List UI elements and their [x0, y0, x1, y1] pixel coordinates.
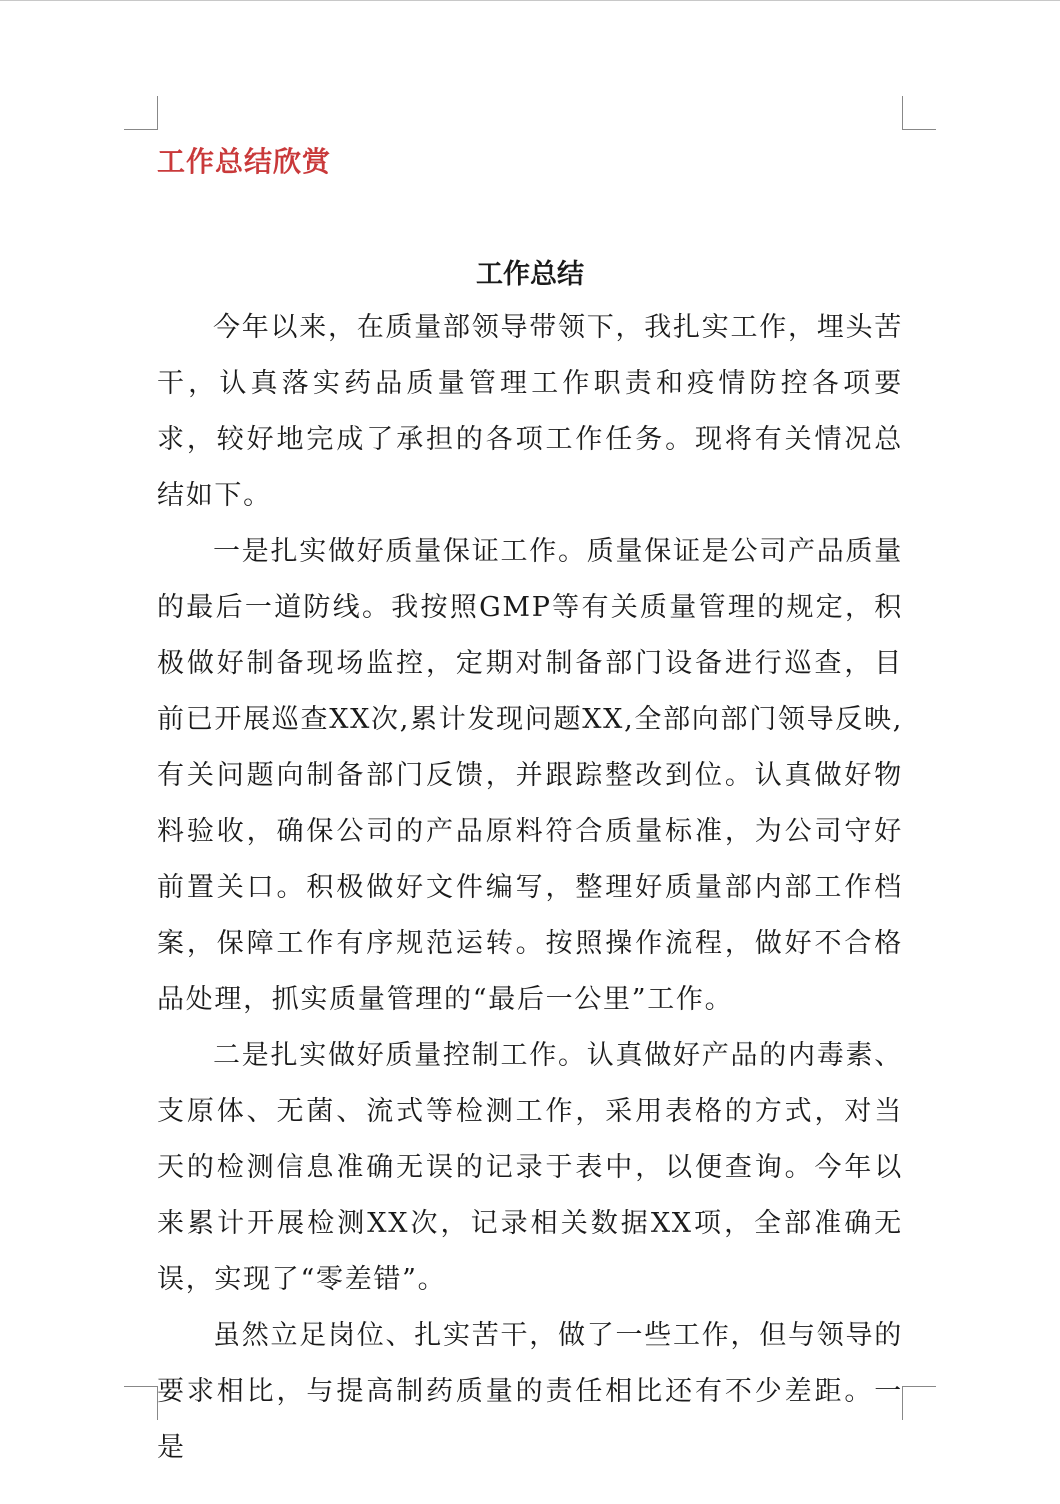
paragraph-quality-assurance: 一是扎实做好质量保证工作。质量保证是公司产品质量的最后一道防线。我按照GMP等有关质量管理的规定，积极做好制备现场监控，定期对制备部门设备进行巡查，目前已开展巡查XX次,累计发现问题XX,全部向部门领导反映,有关问题向制备部门反馈，并跟踪整改到位。认真做好物料验收，确保公司的产品原料符合质量标准，为公司守好前置关口。积极做好文件编写，整理好质量部内部工作档案，保障工作有序规范运转。按照操作流程，做好不合格品处理，抓实质量管理的“最后一公里”工作。	[157, 536, 903, 1015]
crop-mark-top-left	[124, 96, 158, 130]
header-banner: 工作总结欣赏	[157, 145, 332, 178]
paragraph-quality-control: 二是扎实做好质量控制工作。认真做好产品的内毒素、支原体、无菌、流式等检测工作，采用表格的方式，对当天的检测信息准确无误的记录于表中，以便查询。今年以来累计开展检测XX次，记录相关数据XX项，全部准确无误，实现了“零差错”。	[157, 1040, 903, 1295]
crop-mark-bottom-right	[902, 1386, 936, 1420]
paragraph-intro: 今年以来，在质量部领导带领下，我扎实工作，埋头苦干，认真落实药品质量管理工作职责和疫情防控各项要求，较好地完成了承担的各项工作任务。现将有关情况总结如下。	[157, 312, 903, 511]
document-title: 工作总结	[476, 259, 584, 290]
paragraph-shortcomings: 虽然立足岗位、扎实苦干，做了一些工作，但与领导的要求相比，与提高制药质量的责任相比还有不少差距。一是	[157, 1320, 903, 1463]
document-body	[157, 300, 903, 1476]
crop-mark-bottom-left	[124, 1386, 158, 1420]
page-top-border	[0, 0, 1060, 1]
crop-mark-top-right	[902, 96, 936, 130]
